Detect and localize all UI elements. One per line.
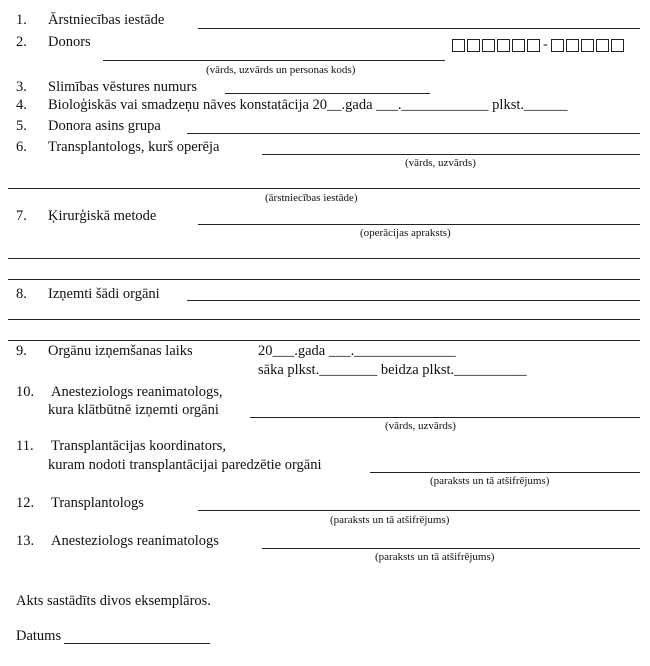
caption: (paraksts un tā atšifrējums) (330, 514, 450, 526)
item-number: 6. (16, 139, 27, 155)
item-label-anesthesiologist: Anesteziologs reanimatologs, (51, 384, 223, 400)
field-date[interactable] (64, 643, 210, 644)
item-label-institution: Ārstniecības iestāde (48, 12, 165, 28)
caption: (operācijas apraksts) (360, 227, 451, 239)
item-number: 11. (16, 438, 34, 454)
item-label-coordinator-2: kuram nodoti transplantācijai paredzētie orgāni (48, 457, 322, 473)
removal-date-field[interactable]: 20___.gada ___.______________ (258, 343, 456, 359)
item-label-history-number: Slimības vēstures numurs (48, 79, 198, 95)
item-label-anesthesiologist-signature: Anesteziologs reanimatologs (51, 533, 219, 549)
code-box[interactable] (482, 39, 495, 52)
item-number: 1. (16, 12, 27, 28)
code-box[interactable] (611, 39, 624, 52)
item-label-removal-time: Orgānu izņemšanas laiks (48, 343, 193, 359)
code-box[interactable] (581, 39, 594, 52)
caption: (vārds, uzvārds) (405, 157, 476, 169)
item-number: 10. (16, 384, 35, 400)
field-anesthesiologist-signature[interactable] (262, 548, 640, 549)
caption: (vārds, uzvārds) (385, 420, 456, 432)
field-surgeon-institution[interactable] (8, 188, 640, 189)
item-number: 13. (16, 533, 35, 549)
item-number: 3. (16, 79, 27, 95)
code-box[interactable] (527, 39, 540, 52)
item-label-death-confirmation[interactable]: Bioloģiskās vai smadzeņu nāves konstatācija 20__.gada ___.____________ plkst.______ (48, 97, 568, 113)
code-box[interactable] (566, 39, 579, 52)
caption: (ārstniecības iestāde) (265, 192, 358, 204)
code-box[interactable] (551, 39, 564, 52)
field-organs-line[interactable] (8, 319, 640, 320)
date-label: Datums (16, 628, 62, 644)
item-label-blood-group: Donora asins grupa (48, 118, 161, 134)
field-surgical-method-line[interactable] (8, 258, 640, 259)
item-label-transplantologist: Transplantologs (51, 495, 144, 511)
field-institution[interactable] (198, 28, 640, 29)
item-number: 9. (16, 343, 27, 359)
code-box[interactable] (467, 39, 480, 52)
field-surgeon[interactable] (262, 154, 640, 155)
field-anesthesiologist[interactable] (250, 417, 640, 418)
removal-start-end-field[interactable]: sāka plkst.________ beidza plkst.__________ (258, 362, 527, 378)
item-label-coordinator: Transplantācijas koordinators, (51, 438, 227, 454)
code-separator: - (543, 37, 548, 52)
caption: (paraksts un tā atšifrējums) (375, 551, 495, 563)
field-surgical-method[interactable] (198, 224, 640, 225)
caption: (vārds, uzvārds un personas kods) (206, 64, 356, 76)
code-box[interactable] (512, 39, 525, 52)
copies-note: Akts sastādīts divos eksemplāros. (16, 593, 211, 609)
field-coordinator-signature[interactable] (370, 472, 640, 473)
code-box[interactable] (497, 39, 510, 52)
item-number: 5. (16, 118, 27, 134)
item-number: 2. (16, 34, 27, 50)
field-surgical-method-line[interactable] (8, 279, 640, 280)
field-blood-group[interactable] (187, 133, 640, 134)
field-donor[interactable] (103, 60, 445, 61)
field-transplantologist-signature[interactable] (198, 510, 640, 511)
caption: (paraksts un tā atšifrējums) (430, 475, 550, 487)
item-number: 4. (16, 97, 27, 113)
item-label-organs: Izņemti šādi orgāni (48, 286, 160, 302)
item-number: 8. (16, 286, 27, 302)
item-label-surgical-method: Ķirurģiskā metode (48, 208, 157, 224)
field-organs-line[interactable] (8, 340, 640, 341)
item-number: 12. (16, 495, 35, 511)
item-label-surgeon: Transplantologs, kurš operēja (48, 139, 220, 155)
item-label-donor: Donors (48, 34, 91, 50)
code-box[interactable] (452, 39, 465, 52)
code-box[interactable] (596, 39, 609, 52)
field-organs[interactable] (187, 300, 640, 301)
item-number: 7. (16, 208, 27, 224)
personal-code-boxes[interactable] (452, 37, 624, 53)
item-label-anesthesiologist-2: kura klātbūtnē izņemti orgāni (48, 402, 219, 418)
field-history-number[interactable] (225, 93, 430, 94)
